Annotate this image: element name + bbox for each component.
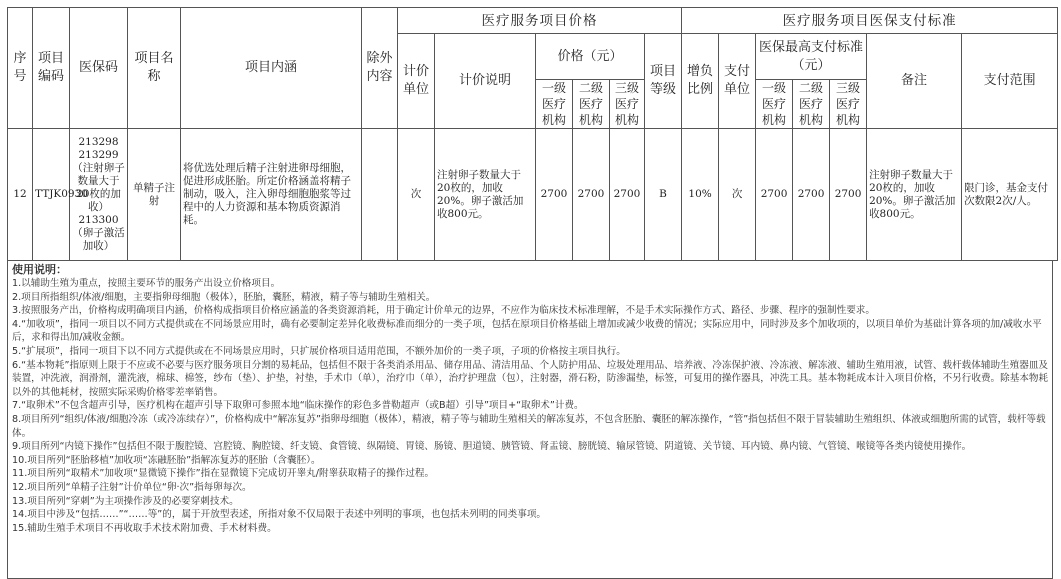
cell-item-name: 单精子注射	[128, 129, 181, 261]
usage-note-item: 14.项目中涉及“包括……”“……等”的，属于开放型表述，所指对象不仅局限于表述中列明的事项，也包括未列明的同类事项。	[12, 509, 547, 521]
cell-pay-level1: 2700	[756, 129, 793, 261]
cell-price-level2: 2700	[573, 129, 610, 261]
header-item-grade: 项目等级	[645, 34, 682, 129]
header-exclusions: 除外内容	[362, 8, 398, 129]
cell-price-level1: 2700	[536, 129, 573, 261]
usage-note-item: 3.按照服务产出，价格构成明确项目内涵，价格构成指项目价格应涵盖的各类资源消耗，用于确定计价单元的边界，不应作为临床技术标准理解，不是手术实际操作方式、路径、步骤、程序的强制性要求。	[12, 305, 875, 317]
header-price-level2: 二级医疗机构	[573, 80, 610, 129]
cell-item-grade: B	[645, 129, 682, 261]
usage-note-item: 4.“加收项”，指同一项目以不同方式提供或在不同场景应用时，确有必要制定差异化收费标准而细分的一类子项，包括在原项目价格基础上增加或减少收费的情况；实际应用中，同时涉及多个加收项的，以项目单价为基础计算各项的加/减收水平后，求和得出加/减收金额。	[12, 318, 1042, 344]
usage-note-item: 12.项目所列“单精子注射”计价单位“卵·次”指每卵每次。	[12, 481, 252, 493]
cell-exclusions	[362, 129, 398, 261]
cell-seq: 12	[8, 129, 33, 261]
cell-item-code: TTJK0930	[33, 129, 70, 261]
usage-note-item: 2.项目所指组织/体液/细胞，主要指卵母细胞（极体），胚胎，囊胚，精液，精子等与辅助生殖相关。	[12, 291, 436, 303]
header-seq: 序号	[8, 8, 33, 129]
usage-note-item: 9.项目所列“内镜下操作”包括但不限于腹腔镜、宫腔镜、胸腔镜、纤支镜、食管镜、纵隔镜、胃镜、肠镜、胆道镜、胰管镜、肾盂镜、膀胱镜、输尿管镜、阴道镜、关节镜、耳内镜、鼻内镜、气管镜、喉镜等各类内镜使用操作。	[12, 441, 972, 453]
header-pricing-note: 计价说明	[435, 34, 536, 129]
header-item-content: 项目内涵	[181, 8, 362, 129]
cell-insurance-code: 213298 213299 （注射卵子数量大于20枚的加收） 213300 （卵子激活加收）	[70, 129, 128, 261]
usage-note-item: 6.“基本物耗”指原则上限于不应或不必要与医疗服务项目分割的易耗品，包括但不限于各类消杀用品、储存用品、清洁用品、个人防护用品、垃圾处理用品、培养液、冷冻保护液、冷冻液、解冻液、辅助生殖用液，试管、载杆载体辅助生殖器皿及装置，冲洗液，润滑剂，灌洗液，棉球、棉签，纱布（垫）、护垫，衬垫，手术巾（单），治疗巾（单），治疗护理盘（包），注射器，滑石粉，防渗漏垫，标签，可复用的操作器具，冲洗工具。基本物耗成本计入项目价格，不另行收费。除基本物耗以外的其他耗材，按照实际采购价格零差率销售。	[12, 359, 1049, 398]
header-pay-scope: 支付范围	[962, 34, 1058, 129]
usage-note-item: 10.项目所列“胚胎移植”加收项“冻融胚胎”指解冻复苏的胚胎（含囊胚）。	[12, 454, 321, 466]
cell-price-level3: 2700	[610, 129, 645, 261]
header-pay-level2: 二级医疗机构	[793, 80, 830, 129]
cell-pay-unit: 次	[719, 129, 756, 261]
usage-note-item: 7.“取卵术”不包含超声引导，医疗机构在超声引导下取卵可参照本地“临床操作的彩色多普勒超声（或B超）引导”项目+“取卵术”计费。	[12, 400, 584, 412]
usage-note-item: 5.“扩展项”，指同一项目下以不同方式提供或在不同场景应用时，只扩展价格项目适用范围，不额外加价的一类子项，子项的价格按主项目执行。	[12, 345, 626, 357]
cell-unit: 次	[398, 129, 435, 261]
header-self-pay-ratio: 增负比例	[682, 34, 719, 129]
cell-pricing-note: 注射卵子数量大于20枚的，加收20%。卵子激活加收800元。	[435, 129, 536, 261]
header-unit: 计价单位	[398, 34, 435, 129]
header-price-sub: 价格（元）	[536, 34, 645, 80]
usage-notes	[7, 261, 1053, 579]
header-pay-level3: 三级医疗机构	[830, 80, 867, 129]
cell-pay-scope: 限门诊，基金支付次数限2次/人。	[962, 129, 1058, 261]
cell-item-content: 将优选处理后精子注射进卵母细胞，促进形成胚胎。所定价格涵盖将精子制动，吸入，注入卵母细胞胞浆等过程中的人力资源和基本物质资源消耗。	[181, 129, 362, 261]
header-insurance-code: 医保码	[70, 8, 128, 129]
pricing-document	[7, 7, 1055, 579]
table-row	[8, 129, 1058, 261]
cell-self-pay-ratio: 10%	[682, 129, 719, 261]
usage-notes-title: 使用说明：	[12, 263, 67, 276]
header-max-pay-sub: 医保最高支付标准（元）	[756, 34, 867, 80]
header-pay-level1: 一级医疗机构	[756, 80, 793, 129]
cell-pay-level2: 2700	[793, 129, 830, 261]
header-item-code: 项目编码	[33, 8, 70, 129]
usage-note-item: 11.项目所列“取精术”加收项“显微镜下操作”指在显微镜下完成切开睾丸/附睾获取精子的操作过程。	[12, 468, 435, 480]
header-remarks: 备注	[867, 34, 962, 129]
usage-note-item: 1.以辅助生殖为重点，按照主要环节的服务产出设立价格项目。	[12, 278, 281, 289]
usage-note-item: 8.项目所列“组织/体液/细胞冷冻（或冷冻续存）”，价格构成中“解冻复苏”指卵母细胞（极体），精液，精子等与辅助生殖相关的解冻复苏，不包含胚胎、囊胚的解冻操作，“管”指包括但不限于冒装辅助生殖组织、体液或细胞所需的试管，载杆等载体。	[12, 413, 1046, 439]
header-item-name: 项目名称	[128, 8, 181, 129]
cell-remarks: 注射卵子数量大于20枚的，加收20%。卵子激活加收800元。	[867, 129, 962, 261]
header-pay-unit: 支付单位	[719, 34, 756, 129]
usage-note-item: 15.辅助生殖手术项目不再收取手术技术附加费、手术材料费。	[12, 522, 277, 534]
header-price-group: 医疗服务项目价格	[398, 8, 682, 34]
usage-note-item: 13.项目所列“穿刺”为主项操作涉及的必要穿刺技术。	[12, 495, 239, 507]
header-price-level1: 一级医疗机构	[536, 80, 573, 129]
pricing-table	[7, 7, 1058, 261]
header-price-level3: 三级医疗机构	[610, 80, 645, 129]
cell-pay-level3: 2700	[830, 129, 867, 261]
header-pay-group: 医疗服务项目医保支付标准	[682, 8, 1058, 34]
